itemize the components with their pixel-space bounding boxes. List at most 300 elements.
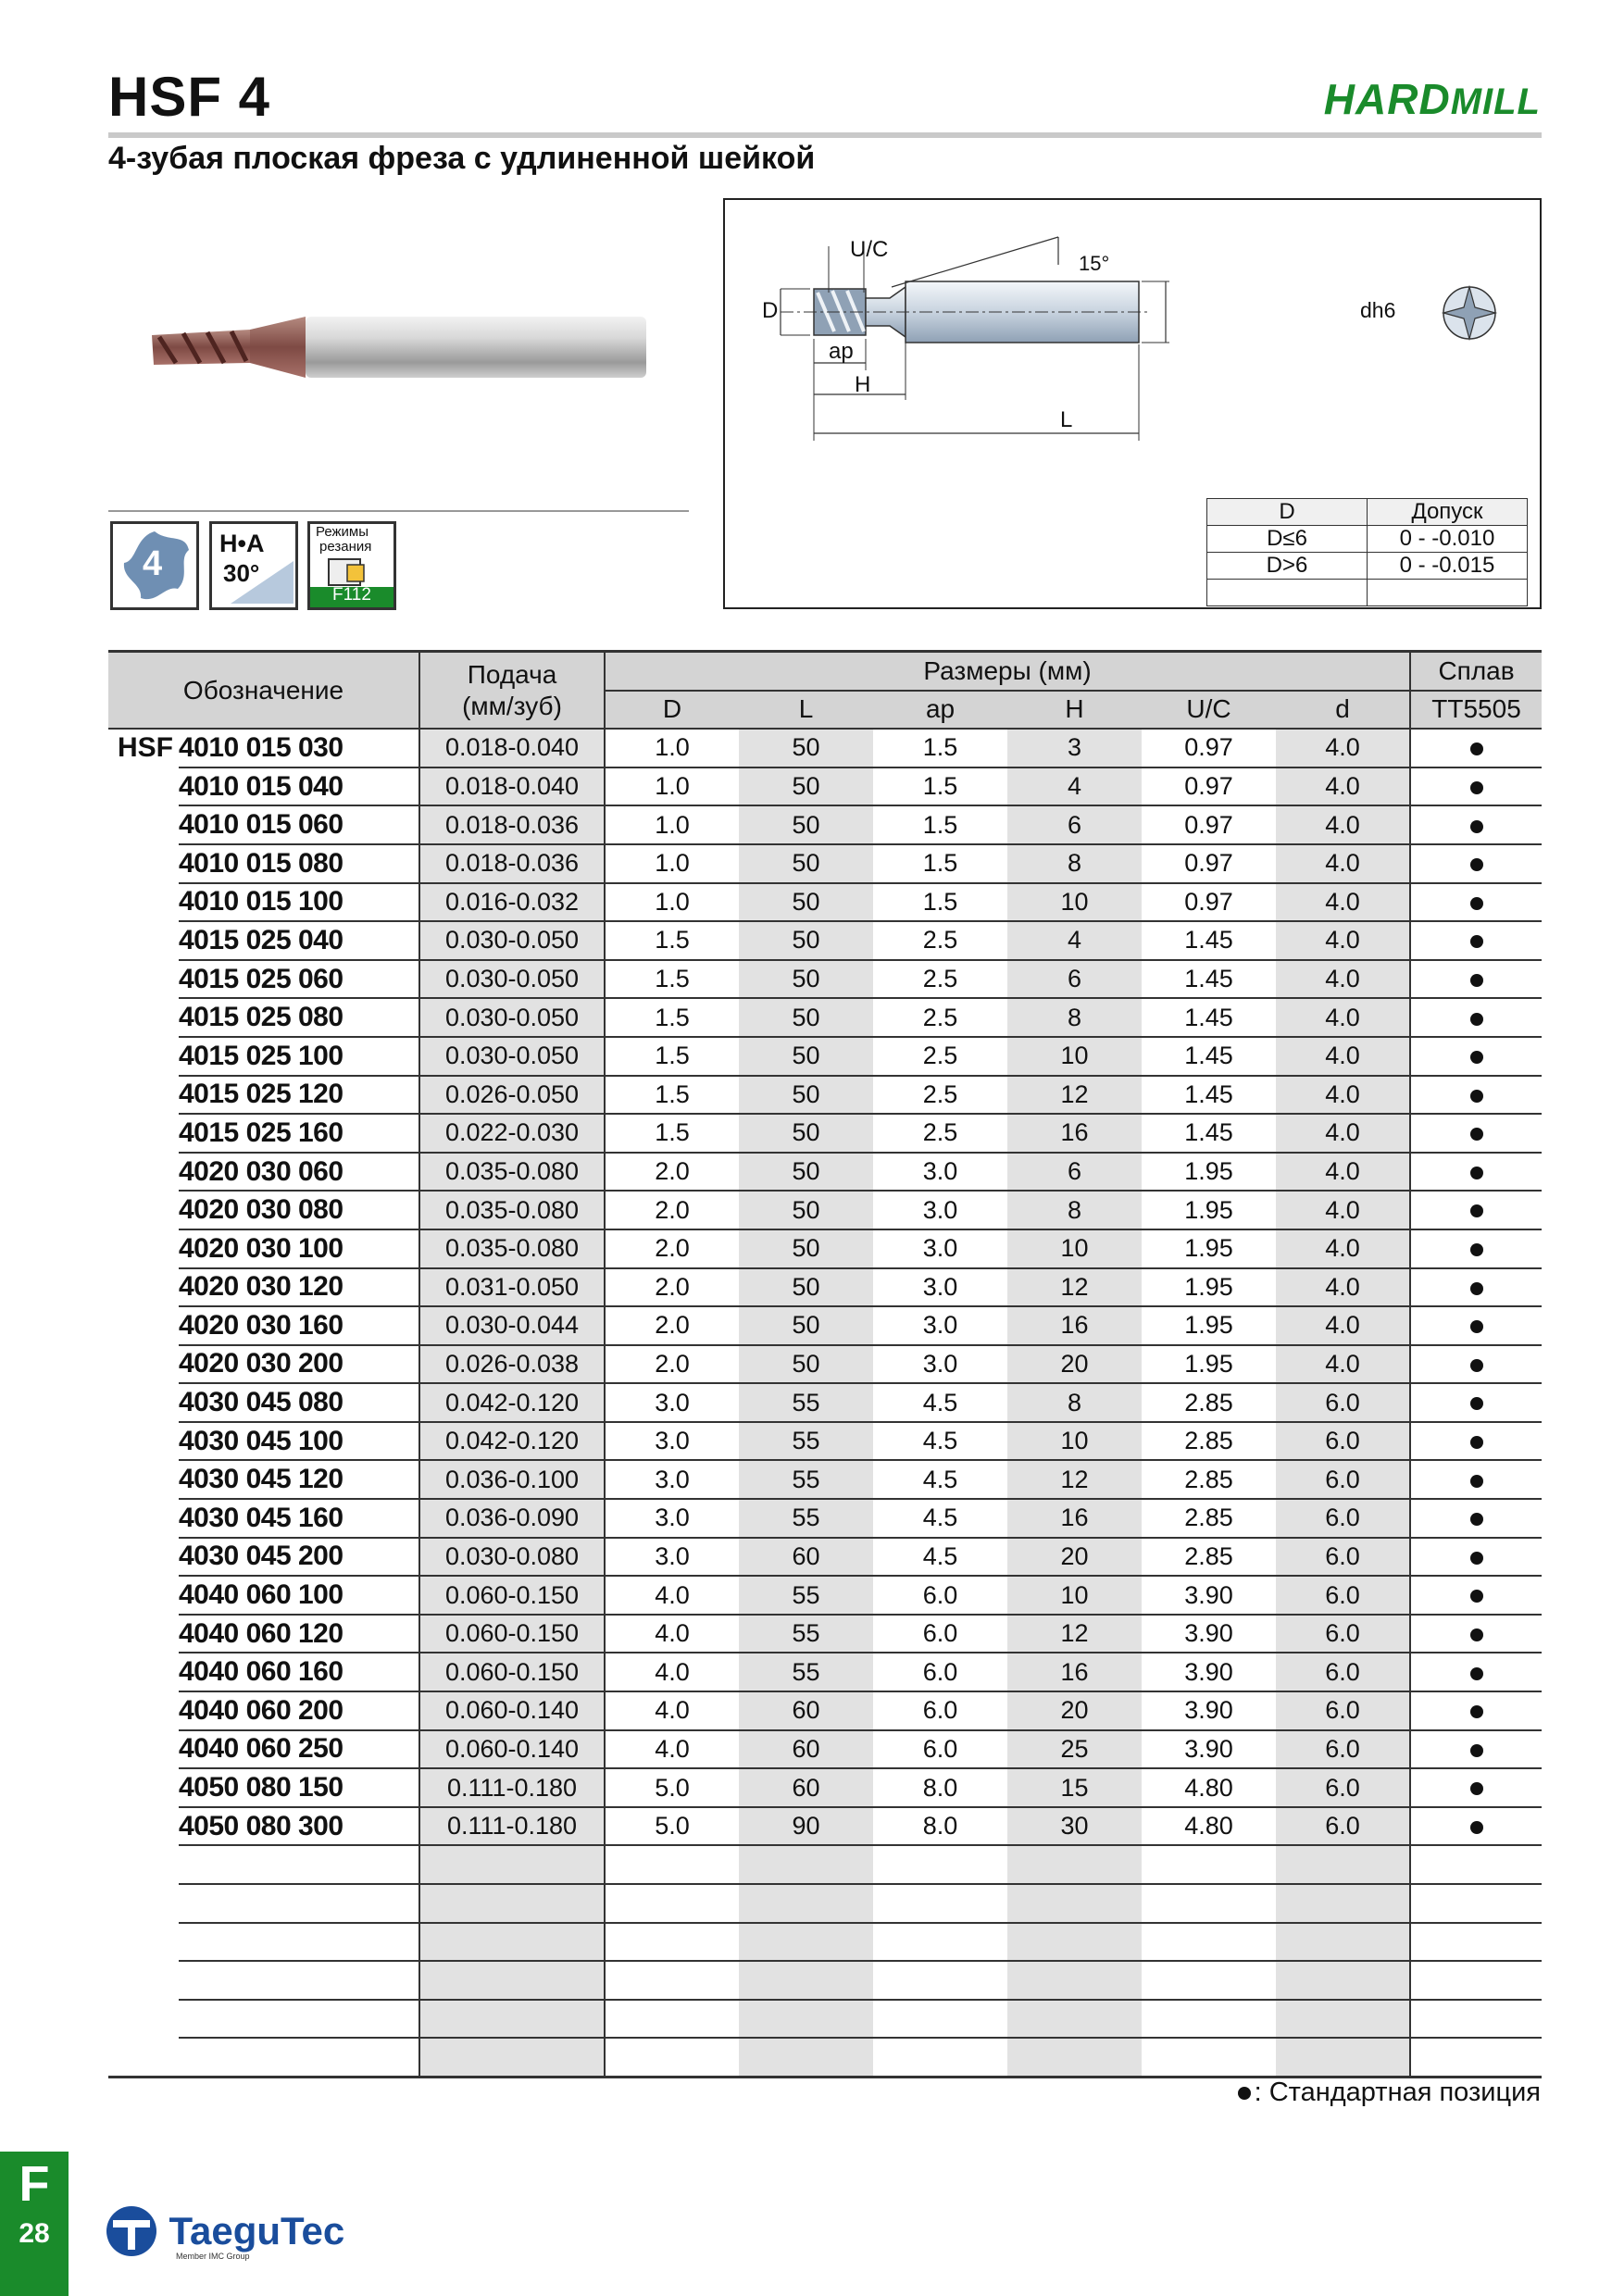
d-cell: 1.5 bbox=[605, 921, 739, 960]
h-cell: 4 bbox=[1007, 921, 1142, 960]
feed-cell: 0.018-0.036 bbox=[419, 805, 605, 844]
h-cell: 8 bbox=[1007, 844, 1142, 883]
cutting-text-1: Режимы bbox=[316, 524, 369, 540]
d-shank-cell: 4.0 bbox=[1276, 998, 1410, 1037]
l-cell: 50 bbox=[739, 1306, 873, 1345]
empty-cell bbox=[179, 2000, 419, 2039]
d-cell: 5.0 bbox=[605, 1807, 739, 1846]
feed-cell: 0.030-0.050 bbox=[419, 921, 605, 960]
h-cell: 10 bbox=[1007, 1422, 1142, 1461]
uc-cell: 3.90 bbox=[1142, 1615, 1276, 1653]
d-shank-cell: 4.0 bbox=[1276, 805, 1410, 844]
empty-cell bbox=[179, 1961, 419, 2000]
section-tab[interactable] bbox=[0, 2152, 69, 2296]
subheader-d: D bbox=[605, 691, 739, 730]
designation-cell: 4050 080 150 bbox=[179, 1768, 419, 1807]
empty-cell bbox=[1276, 2038, 1410, 2077]
h-cell: 16 bbox=[1007, 1114, 1142, 1153]
availability-cell bbox=[1410, 960, 1542, 999]
empty-cell bbox=[1007, 2000, 1142, 2039]
empty-cell bbox=[1276, 1845, 1410, 1884]
d-shank-cell: 4.0 bbox=[1276, 1268, 1410, 1307]
header-feed-line-1: Подача bbox=[467, 659, 557, 689]
standard-item-dot-icon bbox=[1470, 820, 1483, 833]
legend bbox=[1238, 2078, 1541, 2108]
table-row bbox=[108, 1229, 1542, 1268]
table-row bbox=[108, 1422, 1542, 1461]
d-cell: 4.0 bbox=[605, 1653, 739, 1691]
designation-cell: 4010 015 030 bbox=[179, 729, 419, 767]
h-cell: 8 bbox=[1007, 998, 1142, 1037]
flute-count-text: 4 bbox=[143, 544, 163, 583]
label-h: H bbox=[855, 372, 871, 397]
photo-divider bbox=[108, 510, 689, 512]
d-shank-cell: 6.0 bbox=[1276, 1691, 1410, 1730]
h-cell: 10 bbox=[1007, 883, 1142, 922]
row-prefix bbox=[108, 1268, 179, 1307]
d-shank-cell: 6.0 bbox=[1276, 1538, 1410, 1577]
l-cell: 50 bbox=[739, 1268, 873, 1307]
availability-cell bbox=[1410, 805, 1542, 844]
tolerance-row bbox=[1207, 553, 1528, 580]
empty-cell bbox=[1410, 2000, 1542, 2039]
empty-cell bbox=[179, 1923, 419, 1962]
l-cell: 50 bbox=[739, 1229, 873, 1268]
ap-cell: 4.5 bbox=[873, 1422, 1007, 1461]
d-cell: 3.0 bbox=[605, 1499, 739, 1538]
d-shank-cell: 6.0 bbox=[1276, 1807, 1410, 1846]
l-cell: 50 bbox=[739, 1153, 873, 1192]
d-shank-cell: 4.0 bbox=[1276, 1345, 1410, 1384]
l-cell: 50 bbox=[739, 921, 873, 960]
row-prefix bbox=[108, 960, 179, 999]
cutting-data-icon[interactable] bbox=[307, 521, 396, 610]
empty-cell bbox=[1410, 2038, 1542, 2077]
table-row bbox=[108, 1615, 1542, 1653]
standard-item-dot-icon bbox=[1470, 1475, 1483, 1488]
empty-cell bbox=[108, 1845, 179, 1884]
header-rule bbox=[108, 132, 1542, 138]
h-cell: 8 bbox=[1007, 1191, 1142, 1229]
availability-cell bbox=[1410, 1268, 1542, 1307]
ap-cell: 4.5 bbox=[873, 1538, 1007, 1577]
designation-cell: 4030 045 080 bbox=[179, 1383, 419, 1422]
d-cell: 2.0 bbox=[605, 1229, 739, 1268]
designation-cell: 4010 015 080 bbox=[179, 844, 419, 883]
row-prefix bbox=[108, 1730, 179, 1769]
empty-cell bbox=[1410, 1961, 1542, 2000]
row-prefix bbox=[108, 767, 179, 806]
l-cell: 60 bbox=[739, 1768, 873, 1807]
cutting-text-2: резания bbox=[319, 539, 372, 555]
empty-cell bbox=[873, 1923, 1007, 1962]
table-row bbox=[108, 1653, 1542, 1691]
d-cell: 1.5 bbox=[605, 1114, 739, 1153]
h-cell: 12 bbox=[1007, 1076, 1142, 1115]
table-row bbox=[108, 767, 1542, 806]
availability-cell bbox=[1410, 1460, 1542, 1499]
empty-cell bbox=[419, 1923, 605, 1962]
feed-cell: 0.031-0.050 bbox=[419, 1268, 605, 1307]
feed-cell: 0.060-0.150 bbox=[419, 1653, 605, 1691]
d-shank-cell: 4.0 bbox=[1276, 1306, 1410, 1345]
table-row bbox=[108, 1460, 1542, 1499]
ap-cell: 3.0 bbox=[873, 1229, 1007, 1268]
row-prefix bbox=[108, 1345, 179, 1384]
empty-table-row bbox=[108, 1884, 1542, 1923]
table-row bbox=[108, 1345, 1542, 1384]
tolerance-row bbox=[1207, 580, 1528, 606]
empty-cell bbox=[179, 1845, 419, 1884]
page-number: 28 bbox=[19, 2218, 50, 2249]
empty-cell bbox=[1007, 1923, 1142, 1962]
d-cell: 2.0 bbox=[605, 1191, 739, 1229]
d-cell: 4.0 bbox=[605, 1576, 739, 1615]
empty-cell bbox=[739, 1961, 873, 2000]
row-prefix bbox=[108, 1306, 179, 1345]
l-cell: 90 bbox=[739, 1807, 873, 1846]
h-cell: 16 bbox=[1007, 1306, 1142, 1345]
feed-cell: 0.016-0.032 bbox=[419, 883, 605, 922]
availability-cell bbox=[1410, 1383, 1542, 1422]
feed-cell: 0.030-0.080 bbox=[419, 1538, 605, 1577]
empty-cell bbox=[179, 2038, 419, 2077]
tolerance-header-row bbox=[1207, 499, 1528, 526]
h-cell: 12 bbox=[1007, 1268, 1142, 1307]
row-prefix bbox=[108, 1191, 179, 1229]
h-cell: 20 bbox=[1007, 1345, 1142, 1384]
designation-cell: 4010 015 040 bbox=[179, 767, 419, 806]
end-mill-photo bbox=[139, 296, 657, 398]
row-prefix bbox=[108, 1691, 179, 1730]
designation-cell: 4020 030 080 bbox=[179, 1191, 419, 1229]
label-ap: ap bbox=[829, 339, 854, 364]
empty-cell bbox=[108, 2038, 179, 2077]
empty-cell bbox=[1276, 1923, 1410, 1962]
d-shank-cell: 4.0 bbox=[1276, 1191, 1410, 1229]
feed-cell: 0.042-0.120 bbox=[419, 1383, 605, 1422]
availability-cell bbox=[1410, 1037, 1542, 1076]
d-cell: 1.5 bbox=[605, 1076, 739, 1115]
l-cell: 50 bbox=[739, 805, 873, 844]
header-dimensions: Размеры (мм) bbox=[605, 652, 1410, 691]
l-cell: 55 bbox=[739, 1460, 873, 1499]
brand-part-1: HARD bbox=[1323, 75, 1451, 123]
designation-cell: 4020 030 060 bbox=[179, 1153, 419, 1192]
d-shank-cell: 6.0 bbox=[1276, 1460, 1410, 1499]
tolerance-cell: D>6 bbox=[1207, 553, 1368, 580]
row-prefix bbox=[108, 921, 179, 960]
l-cell: 50 bbox=[739, 1037, 873, 1076]
empty-cell bbox=[419, 1961, 605, 2000]
section-letter: F bbox=[19, 2156, 50, 2212]
ap-cell: 2.5 bbox=[873, 1076, 1007, 1115]
table-row bbox=[108, 729, 1542, 767]
ap-cell: 4.5 bbox=[873, 1383, 1007, 1422]
uc-cell: 1.95 bbox=[1142, 1345, 1276, 1384]
legend-text: : Стандартная позиция bbox=[1254, 2078, 1541, 2107]
empty-table-row bbox=[108, 2000, 1542, 2039]
ap-cell: 1.5 bbox=[873, 844, 1007, 883]
subheader-l: L bbox=[739, 691, 873, 730]
availability-cell bbox=[1410, 1538, 1542, 1577]
l-cell: 60 bbox=[739, 1691, 873, 1730]
standard-item-dot-icon bbox=[1470, 1590, 1483, 1603]
empty-cell bbox=[1276, 1884, 1410, 1923]
h-cell: 8 bbox=[1007, 1383, 1142, 1422]
empty-cell bbox=[419, 2038, 605, 2077]
uc-cell: 3.90 bbox=[1142, 1653, 1276, 1691]
d-shank-cell: 4.0 bbox=[1276, 844, 1410, 883]
taegutec-emblem-icon bbox=[104, 2203, 165, 2259]
availability-cell bbox=[1410, 1229, 1542, 1268]
feed-cell: 0.030-0.044 bbox=[419, 1306, 605, 1345]
uc-cell: 1.95 bbox=[1142, 1306, 1276, 1345]
uc-cell: 0.97 bbox=[1142, 883, 1276, 922]
table-row bbox=[108, 1499, 1542, 1538]
h-cell: 15 bbox=[1007, 1768, 1142, 1807]
feed-cell: 0.018-0.036 bbox=[419, 844, 605, 883]
d-cell: 3.0 bbox=[605, 1422, 739, 1461]
technical-drawing bbox=[723, 198, 1542, 609]
uc-cell: 4.80 bbox=[1142, 1807, 1276, 1846]
h-cell: 10 bbox=[1007, 1576, 1142, 1615]
taegutec-logo bbox=[104, 2203, 344, 2259]
feed-cell: 0.036-0.100 bbox=[419, 1460, 605, 1499]
ap-cell: 6.0 bbox=[873, 1615, 1007, 1653]
feed-cell: 0.035-0.080 bbox=[419, 1229, 605, 1268]
empty-cell bbox=[1142, 2000, 1276, 2039]
d-shank-cell: 6.0 bbox=[1276, 1499, 1410, 1538]
label-d: D bbox=[762, 298, 779, 323]
hardmill-logo bbox=[1324, 74, 1541, 124]
tolerance-cell: 0 - -0.010 bbox=[1368, 526, 1528, 553]
standard-item-dot-icon bbox=[1470, 1320, 1483, 1333]
uc-cell: 1.95 bbox=[1142, 1268, 1276, 1307]
l-cell: 50 bbox=[739, 1076, 873, 1115]
ap-cell: 1.5 bbox=[873, 883, 1007, 922]
standard-item-dot-icon bbox=[1470, 1782, 1483, 1795]
h-cell: 20 bbox=[1007, 1691, 1142, 1730]
empty-cell bbox=[419, 1845, 605, 1884]
label-angle: 15° bbox=[1079, 252, 1110, 275]
empty-cell bbox=[605, 1845, 739, 1884]
table-row bbox=[108, 1730, 1542, 1769]
availability-cell bbox=[1410, 1653, 1542, 1691]
table-row bbox=[108, 1114, 1542, 1153]
l-cell: 55 bbox=[739, 1576, 873, 1615]
uc-cell: 0.97 bbox=[1142, 729, 1276, 767]
ap-cell: 8.0 bbox=[873, 1768, 1007, 1807]
availability-cell bbox=[1410, 1576, 1542, 1615]
empty-cell bbox=[419, 1884, 605, 1923]
uc-cell: 1.95 bbox=[1142, 1153, 1276, 1192]
standard-item-dot-icon bbox=[1470, 1436, 1483, 1449]
feed-cell: 0.111-0.180 bbox=[419, 1768, 605, 1807]
feed-cell: 0.111-0.180 bbox=[419, 1807, 605, 1846]
row-prefix bbox=[108, 998, 179, 1037]
table-body bbox=[108, 729, 1542, 2077]
page-title: HSF 4 bbox=[108, 66, 271, 128]
standard-item-dot-icon bbox=[1470, 974, 1483, 987]
d-cell: 1.0 bbox=[605, 729, 739, 767]
d-shank-cell: 4.0 bbox=[1276, 921, 1410, 960]
row-prefix: HSF bbox=[118, 732, 173, 764]
d-cell: 1.5 bbox=[605, 960, 739, 999]
uc-cell: 0.97 bbox=[1142, 844, 1276, 883]
d-shank-cell: 6.0 bbox=[1276, 1768, 1410, 1807]
table-row bbox=[108, 1691, 1542, 1730]
tolerance-cell bbox=[1207, 580, 1368, 606]
uc-cell: 2.85 bbox=[1142, 1422, 1276, 1461]
standard-item-dot-icon bbox=[1470, 1667, 1483, 1680]
footer-brand-sub: Member IMC Group bbox=[176, 2252, 250, 2261]
availability-cell bbox=[1410, 1345, 1542, 1384]
uc-cell: 1.45 bbox=[1142, 921, 1276, 960]
uc-cell: 1.45 bbox=[1142, 1114, 1276, 1153]
designation-cell: 4030 045 160 bbox=[179, 1499, 419, 1538]
l-cell: 55 bbox=[739, 1653, 873, 1691]
empty-cell bbox=[873, 1884, 1007, 1923]
row-prefix bbox=[108, 1383, 179, 1422]
d-shank-cell: 4.0 bbox=[1276, 1229, 1410, 1268]
d-cell: 2.0 bbox=[605, 1306, 739, 1345]
d-cell: 1.5 bbox=[605, 1037, 739, 1076]
d-shank-cell: 6.0 bbox=[1276, 1422, 1410, 1461]
designation-cell: 4040 060 100 bbox=[179, 1576, 419, 1615]
empty-cell bbox=[1142, 1845, 1276, 1884]
row-prefix bbox=[108, 883, 179, 922]
ap-cell: 1.5 bbox=[873, 729, 1007, 767]
ap-cell: 3.0 bbox=[873, 1153, 1007, 1192]
row-prefix bbox=[108, 1037, 179, 1076]
l-cell: 60 bbox=[739, 1730, 873, 1769]
l-cell: 50 bbox=[739, 844, 873, 883]
uc-cell: 2.85 bbox=[1142, 1499, 1276, 1538]
subheader-h: H bbox=[1007, 691, 1142, 730]
table-row bbox=[108, 1268, 1542, 1307]
ap-cell: 3.0 bbox=[873, 1191, 1007, 1229]
standard-item-dot-icon bbox=[1470, 742, 1483, 755]
designation-cell: 4030 045 100 bbox=[179, 1422, 419, 1461]
standard-item-dot-icon bbox=[1470, 1051, 1483, 1064]
uc-cell: 0.97 bbox=[1142, 805, 1276, 844]
uc-cell: 1.95 bbox=[1142, 1229, 1276, 1268]
standard-item-dot-icon bbox=[1470, 1359, 1483, 1372]
empty-cell bbox=[1142, 1961, 1276, 2000]
empty-cell bbox=[605, 1884, 739, 1923]
header-feed-line-2: (мм/зуб) bbox=[462, 691, 562, 720]
empty-cell bbox=[1410, 1845, 1542, 1884]
d-cell: 2.0 bbox=[605, 1345, 739, 1384]
empty-cell bbox=[1007, 1961, 1142, 2000]
standard-item-dot-icon bbox=[1470, 1128, 1483, 1141]
table-row bbox=[108, 998, 1542, 1037]
ap-cell: 6.0 bbox=[873, 1691, 1007, 1730]
designation-cell: 4015 025 100 bbox=[179, 1037, 419, 1076]
d-shank-cell: 6.0 bbox=[1276, 1383, 1410, 1422]
h-cell: 20 bbox=[1007, 1538, 1142, 1577]
row-prefix bbox=[108, 1807, 179, 1846]
l-cell: 50 bbox=[739, 1191, 873, 1229]
empty-cell bbox=[739, 2000, 873, 2039]
ap-cell: 3.0 bbox=[873, 1306, 1007, 1345]
designation-cell: 4015 025 120 bbox=[179, 1076, 419, 1115]
standard-item-dot-icon bbox=[1470, 781, 1483, 794]
designation-cell: 4015 025 060 bbox=[179, 960, 419, 999]
subheader-grade: TT5505 bbox=[1410, 691, 1542, 730]
feed-cell: 0.022-0.030 bbox=[419, 1114, 605, 1153]
empty-cell bbox=[873, 2038, 1007, 2077]
standard-item-dot-icon bbox=[1470, 1705, 1483, 1718]
feed-cell: 0.026-0.038 bbox=[419, 1345, 605, 1384]
standard-item-dot-icon bbox=[1470, 897, 1483, 910]
ap-cell: 2.5 bbox=[873, 998, 1007, 1037]
empty-cell bbox=[873, 1845, 1007, 1884]
d-cell: 3.0 bbox=[605, 1383, 739, 1422]
availability-cell bbox=[1410, 1153, 1542, 1192]
tolerance-cell: 0 - -0.015 bbox=[1368, 553, 1528, 580]
uc-cell: 0.97 bbox=[1142, 767, 1276, 806]
d-cell: 5.0 bbox=[605, 1768, 739, 1807]
row-prefix bbox=[108, 1576, 179, 1615]
empty-cell bbox=[1410, 1923, 1542, 1962]
h-cell: 4 bbox=[1007, 767, 1142, 806]
designation-cell: 4020 030 160 bbox=[179, 1306, 419, 1345]
subheader-uc: U/C bbox=[1142, 691, 1276, 730]
empty-cell bbox=[605, 1961, 739, 2000]
l-cell: 50 bbox=[739, 960, 873, 999]
empty-cell bbox=[605, 2000, 739, 2039]
uc-cell: 3.90 bbox=[1142, 1730, 1276, 1769]
availability-cell bbox=[1410, 883, 1542, 922]
table-row bbox=[108, 883, 1542, 922]
table-row bbox=[108, 1191, 1542, 1229]
d-shank-cell: 4.0 bbox=[1276, 1037, 1410, 1076]
ap-cell: 3.0 bbox=[873, 1268, 1007, 1307]
row-prefix bbox=[108, 1153, 179, 1192]
ap-cell: 2.5 bbox=[873, 1114, 1007, 1153]
table-row bbox=[108, 1538, 1542, 1577]
empty-table-row bbox=[108, 1845, 1542, 1884]
uc-cell: 1.45 bbox=[1142, 1076, 1276, 1115]
designation-cell: 4015 025 160 bbox=[179, 1114, 419, 1153]
empty-cell bbox=[873, 2000, 1007, 2039]
table-row bbox=[108, 1306, 1542, 1345]
cutting-ref[interactable]: F112 bbox=[332, 585, 371, 605]
tolerance-cell bbox=[1368, 580, 1528, 606]
tolerance-row bbox=[1207, 526, 1528, 553]
d-cell: 4.0 bbox=[605, 1615, 739, 1653]
label-dh6: dh6 bbox=[1360, 298, 1396, 322]
designation-cell: 4015 025 040 bbox=[179, 921, 419, 960]
availability-cell bbox=[1410, 1768, 1542, 1807]
feed-cell: 0.018-0.040 bbox=[419, 729, 605, 767]
d-shank-cell: 6.0 bbox=[1276, 1615, 1410, 1653]
feed-cell: 0.035-0.080 bbox=[419, 1191, 605, 1229]
availability-cell bbox=[1410, 1499, 1542, 1538]
availability-cell bbox=[1410, 1691, 1542, 1730]
table-row bbox=[108, 1153, 1542, 1192]
table-row bbox=[108, 1383, 1542, 1422]
l-cell: 55 bbox=[739, 1615, 873, 1653]
ap-cell: 8.0 bbox=[873, 1807, 1007, 1846]
designation-cell: 4020 030 200 bbox=[179, 1345, 419, 1384]
empty-cell bbox=[1276, 2000, 1410, 2039]
empty-cell bbox=[1410, 1884, 1542, 1923]
designation-cell: 4040 060 250 bbox=[179, 1730, 419, 1769]
designation-cell: 4010 015 100 bbox=[179, 883, 419, 922]
